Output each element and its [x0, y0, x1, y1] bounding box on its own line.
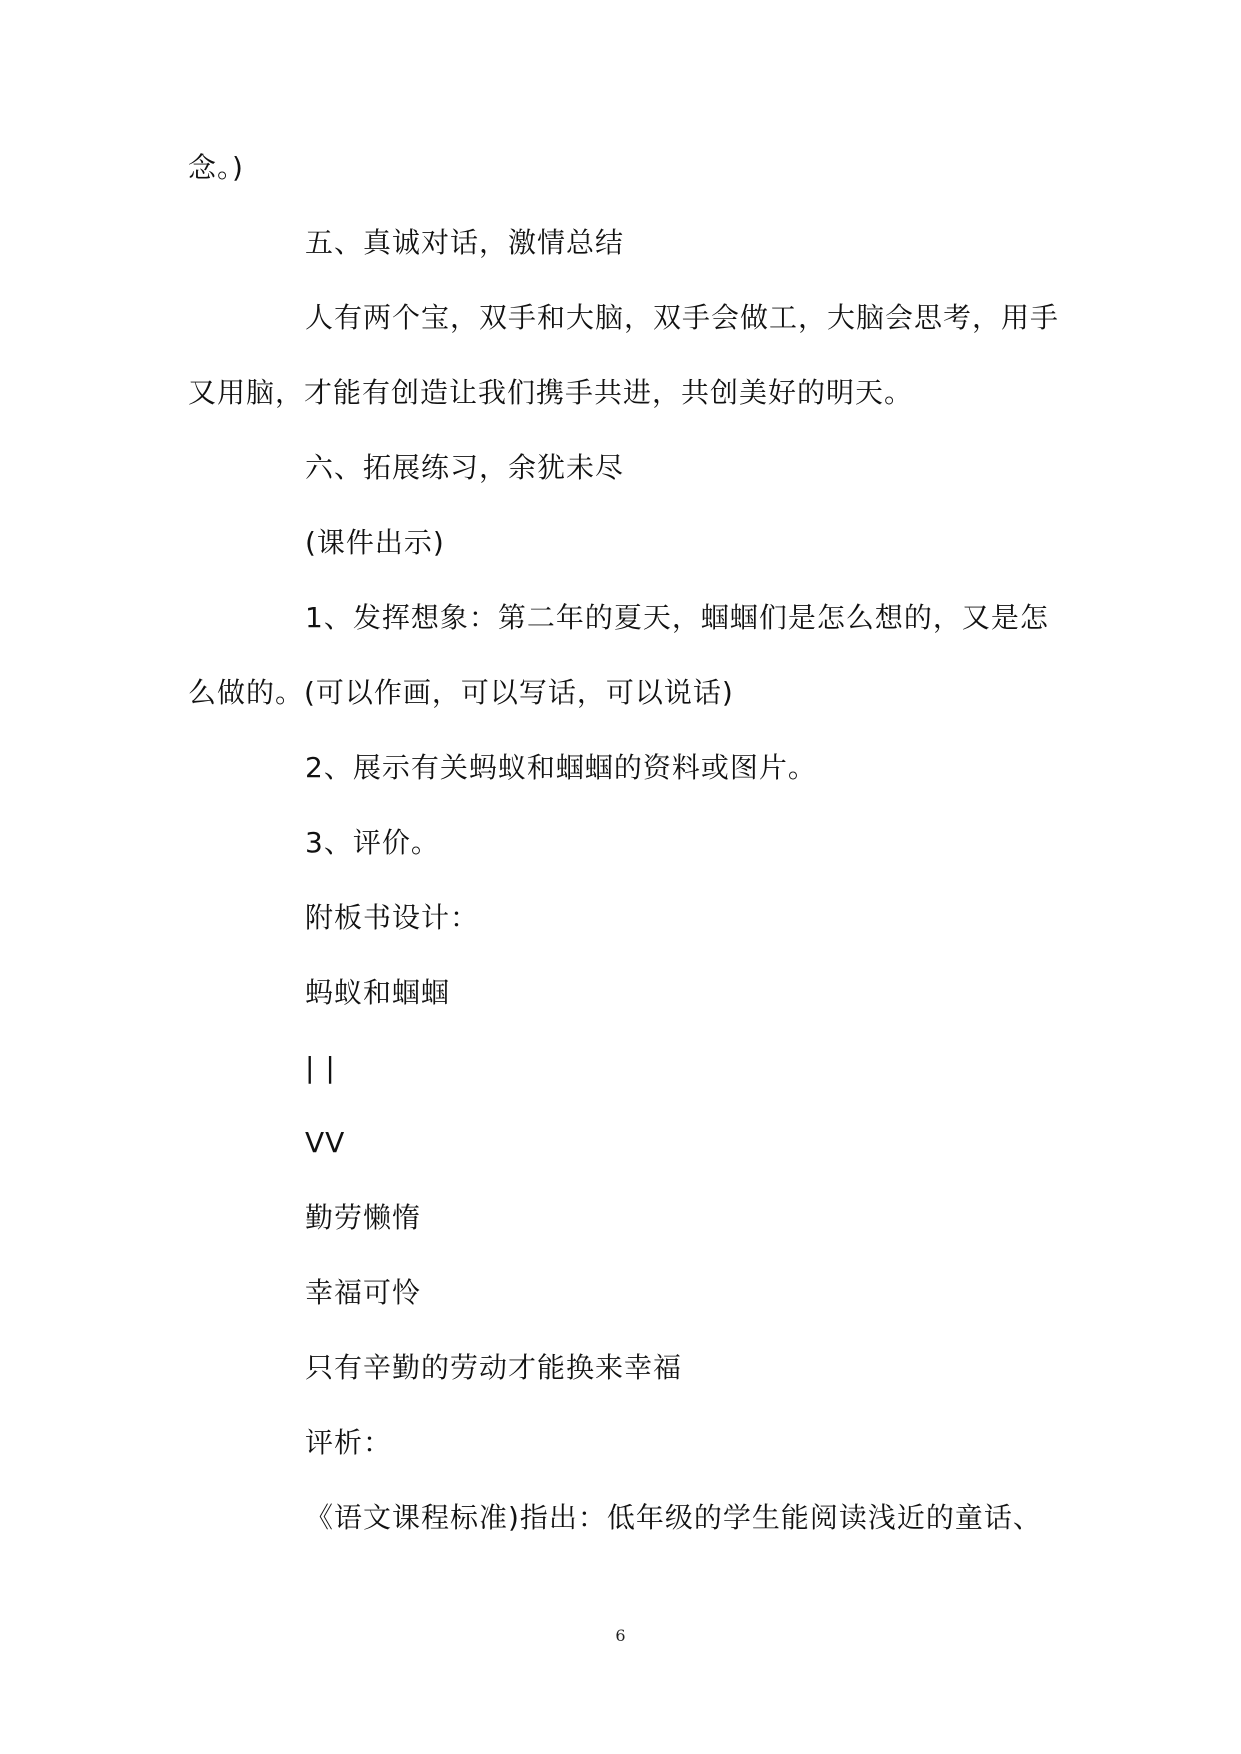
page-number: 6: [615, 1626, 626, 1645]
blackboard-design-heading: 附板书设计：: [305, 901, 480, 934]
blackboard-title: 蚂蚁和蝈蝈: [305, 976, 451, 1009]
blackboard-outcomes: 幸福可怜: [305, 1276, 422, 1309]
exercise-item-3: 3、评价。: [305, 826, 440, 859]
paragraph-line-continuation: 又用脑，才能有创造让我们携手共进，共创美好的明天。: [188, 376, 914, 409]
exercise-item-2: 2、展示有关蚂蚁和蝈蝈的资料或图片。: [305, 751, 817, 784]
paragraph-line: 人有两个宝，双手和大脑，双手会做工，大脑会思考，用手: [305, 301, 1060, 334]
exercise-item-1-continuation: 么做的。(可以作画，可以写话，可以说话): [188, 676, 734, 709]
section-heading-six: 六、拓展练习，余犹未尽: [305, 451, 625, 484]
commentary-line: 《语文课程标准)指出：低年级的学生能阅读浅近的童话、: [305, 1501, 1042, 1534]
text-line-continuation: 念。): [188, 151, 244, 184]
blackboard-conclusion: 只有辛勤的劳动才能换来幸福: [305, 1351, 683, 1384]
courseware-note: (课件出示): [305, 526, 445, 559]
blackboard-traits: 勤劳懒惰: [305, 1201, 422, 1234]
exercise-item-1: 1、发挥想象：第二年的夏天，蝈蝈们是怎么想的，又是怎: [305, 601, 1049, 634]
blackboard-arrows: VV: [305, 1126, 346, 1159]
blackboard-bars: | |: [305, 1051, 336, 1084]
commentary-heading: 评析：: [305, 1426, 393, 1459]
section-heading-five: 五、真诚对话，激情总结: [305, 226, 625, 259]
